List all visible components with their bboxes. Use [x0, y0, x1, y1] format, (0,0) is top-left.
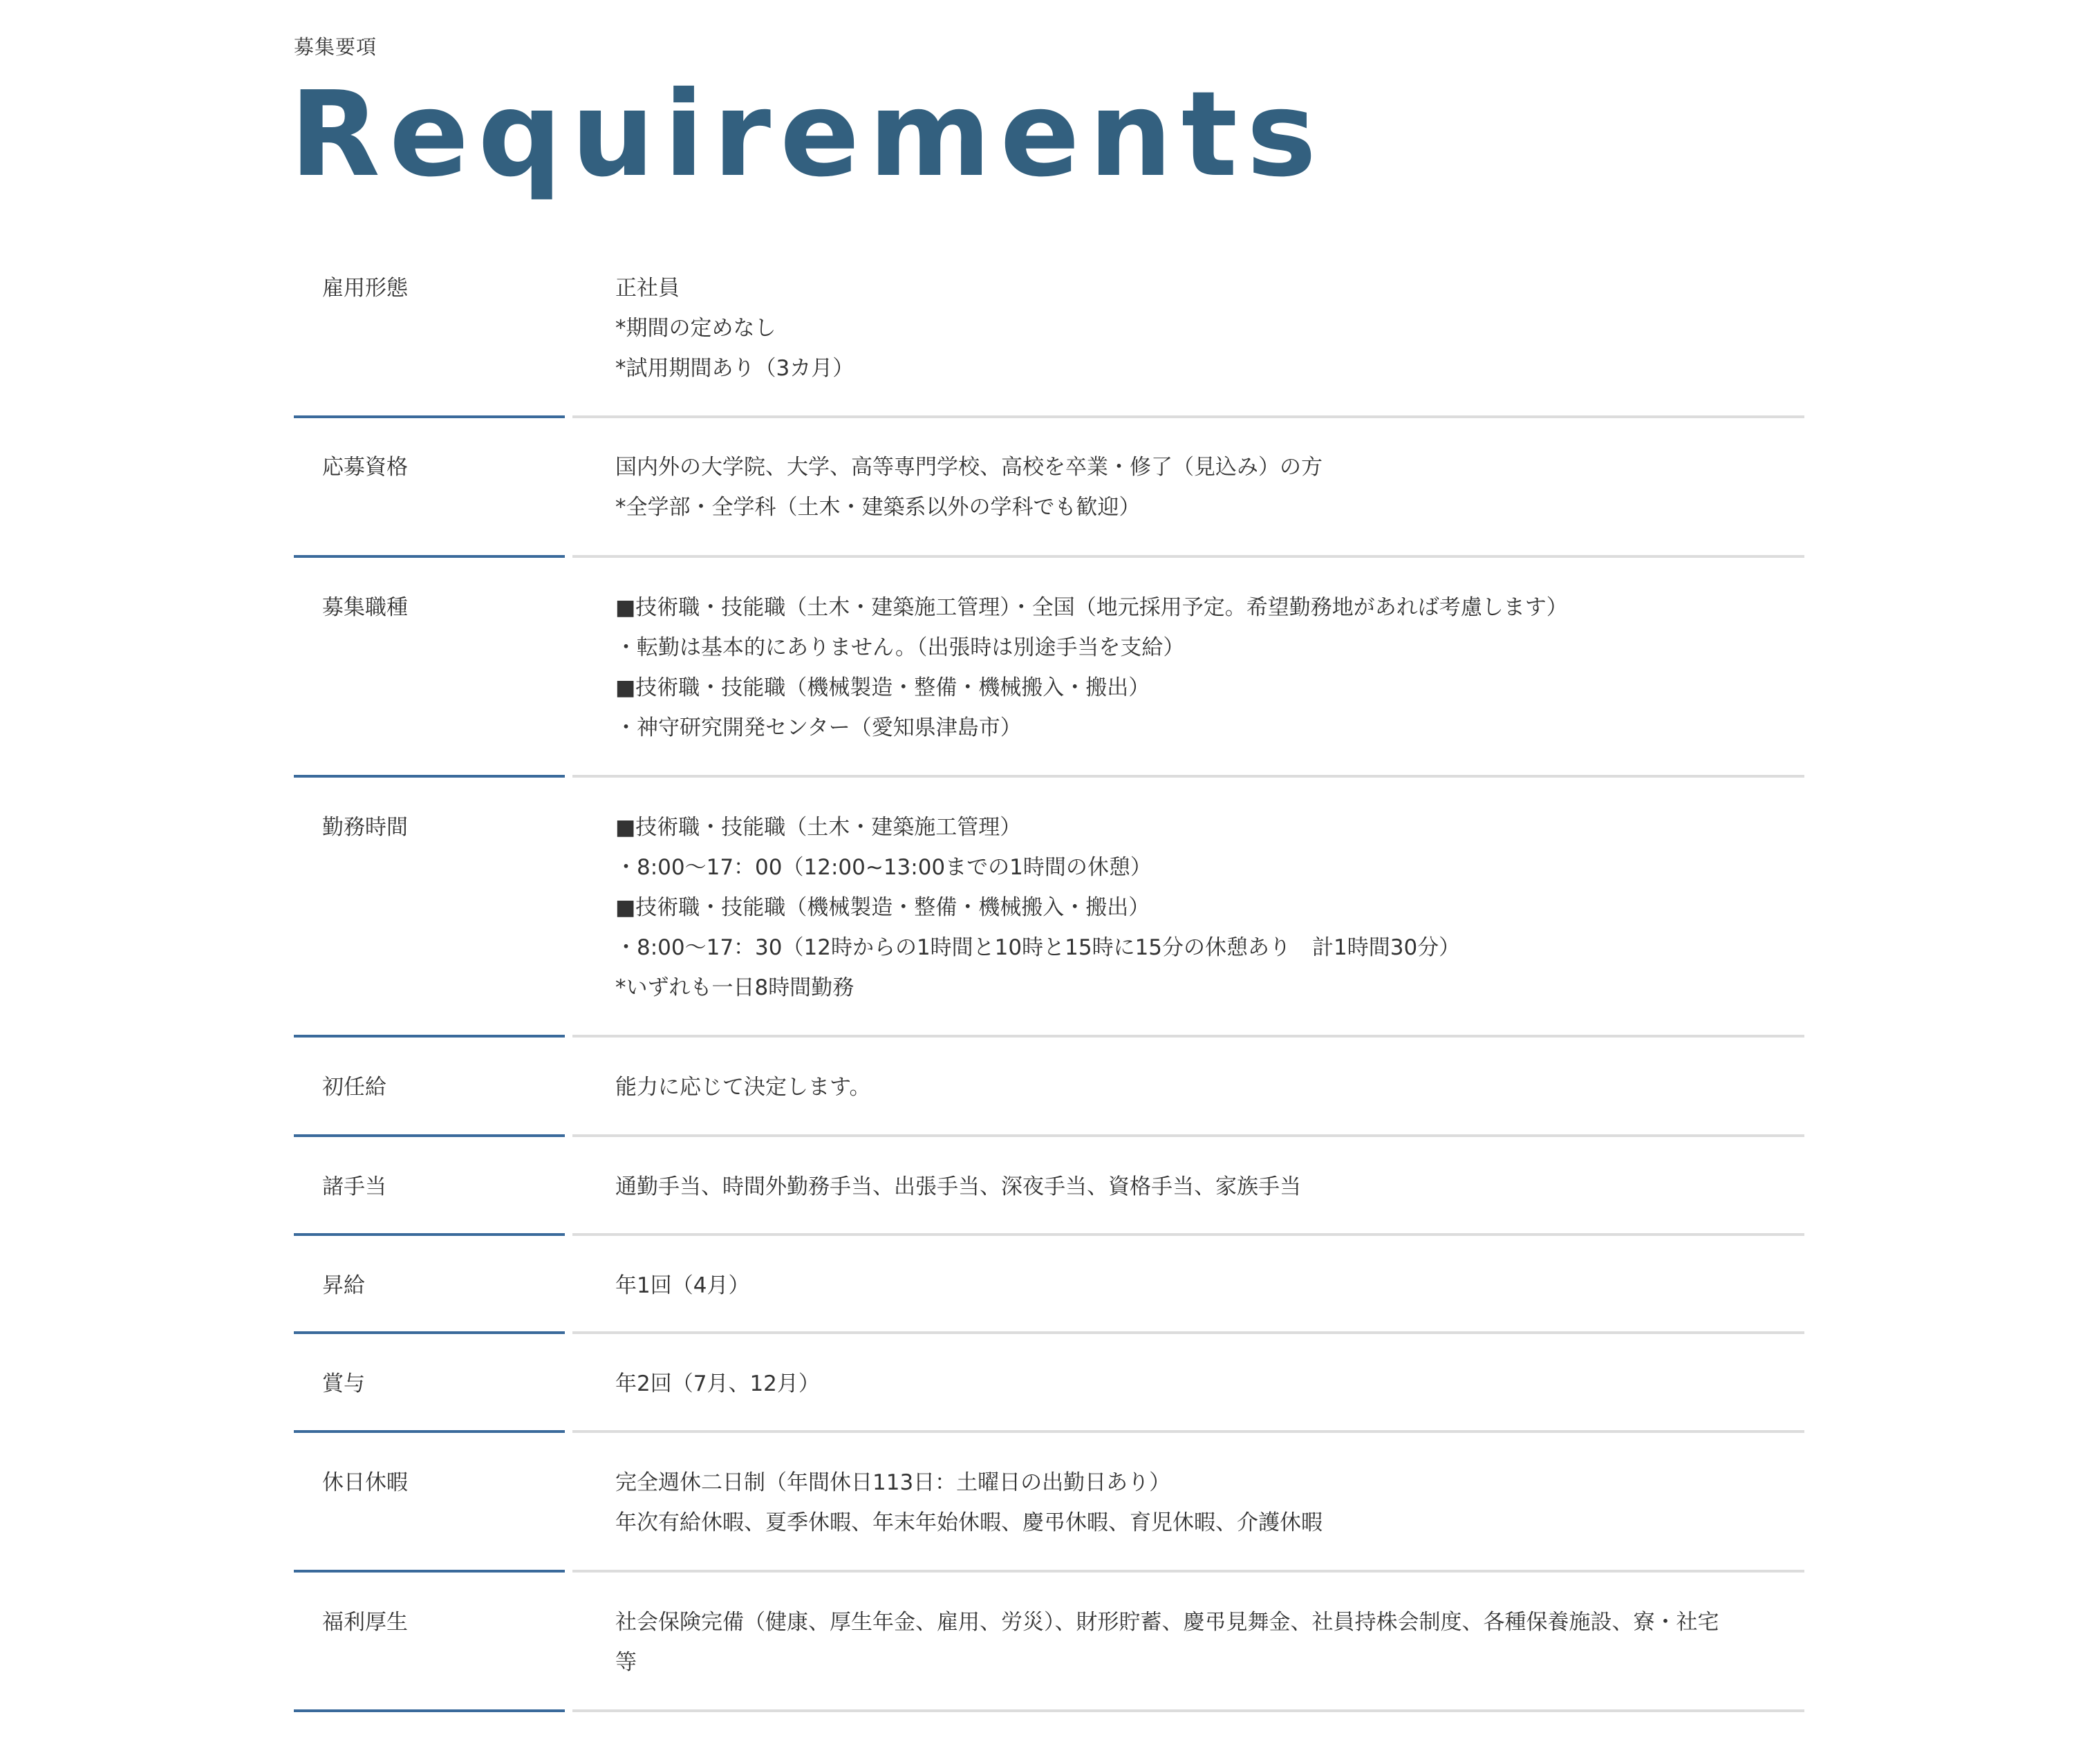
row-value [294, 778, 1804, 1038]
row-label: 募集職種 [322, 595, 408, 620]
row-label: 福利厚生 [322, 1610, 408, 1635]
section-title: Requirements [290, 66, 1326, 203]
row-value-line: 国内外の大学院、大学、高等専門学校、高校を卒業・修了（見込み）の方 [615, 455, 1323, 480]
row-label: 諸手当 [322, 1174, 386, 1199]
row-value [294, 1038, 1804, 1137]
row-value [294, 1433, 1804, 1573]
row-value-line: 正社員 [615, 276, 680, 301]
table-row [294, 1433, 1804, 1573]
row-label: 昇給 [322, 1273, 365, 1298]
row-value-line: ■技術職・技能職（土木・建築施工管理） [615, 815, 1022, 840]
section-eyebrow: 募集要項 [294, 35, 377, 59]
row-value-line: 能力に応じて決定します。 [615, 1075, 871, 1100]
row-label: 初任給 [322, 1075, 386, 1100]
table-row [294, 418, 1804, 558]
row-label: 勤務時間 [322, 815, 408, 840]
table-row [294, 1137, 1804, 1236]
row-value-line: ■技術職・技能職（機械製造・整備・機械搬入・搬出） [615, 675, 1150, 700]
row-label: 雇用形態 [322, 276, 408, 301]
row-value-line: 通勤手当、時間外勤務手当、出張手当、深夜手当、資格手当、家族手当 [615, 1174, 1301, 1199]
row-label: 応募資格 [322, 455, 408, 480]
table-row [294, 1038, 1804, 1137]
row-value-line: ・8:00〜17：30（12時からの1時間と10時と15時に15分の休憩あり 計1時間30分） [615, 935, 1461, 960]
row-value [294, 1236, 1804, 1334]
row-label: 休日休暇 [322, 1470, 408, 1495]
row-value-line: 完全週休二日制（年間休日113日：土曜日の出勤日あり） [615, 1470, 1171, 1495]
row-value-line: ・神守研究開発センター（愛知県津島市） [615, 715, 1022, 740]
table-row [294, 256, 1804, 418]
row-value-line: 等 [615, 1650, 637, 1675]
table-row [294, 1573, 1804, 1712]
row-value-line: 年2回（7月、12月） [615, 1371, 820, 1396]
table-row [294, 558, 1804, 778]
row-value-line: 年次有給休暇、夏季休暇、年末年始休暇、慶弔休暇、育児休暇、介護休暇 [615, 1510, 1323, 1535]
table-row [294, 1334, 1804, 1433]
row-value-line: ■技術職・技能職（機械製造・整備・機械搬入・搬出） [615, 895, 1150, 920]
row-label: 賞与 [322, 1371, 365, 1396]
table-row [294, 1236, 1804, 1334]
row-value-line: ・転勤は基本的にありません。（出張時は別途手当を支給） [615, 635, 1185, 660]
row-value-line: *全学部・全学科（土木・建築系以外の学科でも歓迎） [615, 495, 1141, 520]
row-value [294, 1573, 1804, 1712]
row-value [294, 1137, 1804, 1236]
table-row [294, 778, 1804, 1038]
row-value [294, 256, 1804, 418]
row-value-line: ■技術職・技能職（土木・建築施工管理）・全国（地元採用予定。希望勤務地があれば考慮します） [615, 595, 1568, 620]
row-value [294, 1334, 1804, 1433]
requirements-table [294, 256, 1804, 1712]
row-value-line: 社会保険完備（健康、厚生年金、雇用、労災）、財形貯蓄、慶弔見舞金、社員持株会制度、各種保養施設、寮・社宅 [615, 1610, 1719, 1635]
row-value [294, 558, 1804, 778]
row-value-line: *いずれも一日8時間勤務 [615, 975, 854, 1000]
row-value-line: 年1回（4月） [615, 1273, 750, 1298]
row-value-line: ・8:00〜17：00（12:00~13:00までの1時間の休憩） [615, 855, 1152, 880]
row-value-line: *期間の定めなし [615, 316, 776, 341]
row-value-line: *試用期間あり（3カ月） [615, 356, 854, 381]
row-value [294, 418, 1804, 558]
